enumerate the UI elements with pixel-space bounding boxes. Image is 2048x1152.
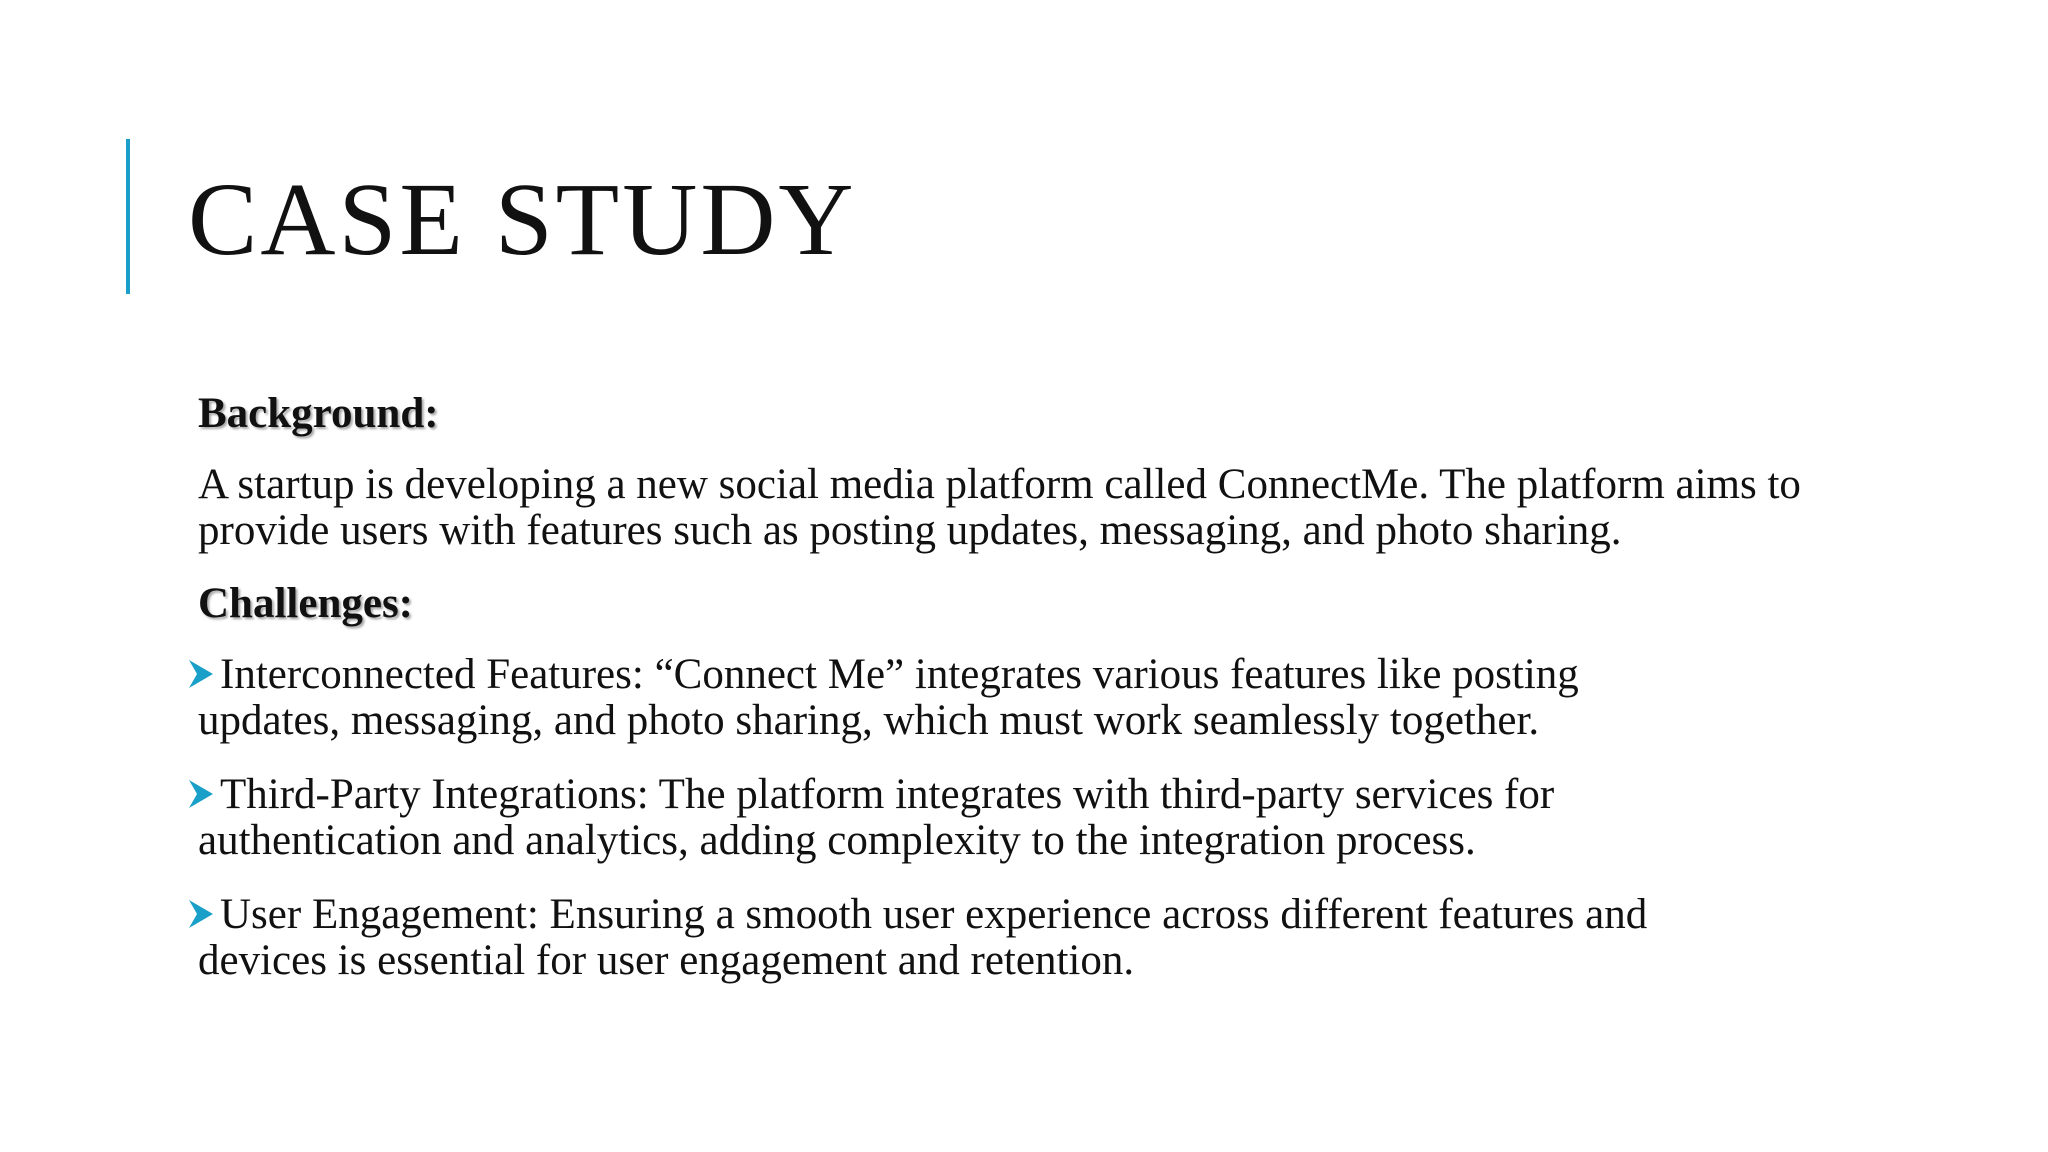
background-heading: Background:: [198, 390, 439, 437]
challenge-line-1: Interconnected Features: “Connect Me” integrates various features like posting: [220, 651, 1579, 698]
challenge-item: [198, 772, 1838, 864]
arrow-bullet-icon: [186, 774, 216, 814]
challenge-item: [198, 892, 1838, 984]
challenge-item: [198, 652, 1838, 744]
challenge-line-1: User Engagement: Ensuring a smooth user experience across different features and: [220, 891, 1648, 938]
challenge-line-2: authentication and analytics, adding complexity to the integration process.: [198, 817, 1476, 864]
challenge-line-1: Third-Party Integrations: The platform integrates with third-party services for: [220, 771, 1555, 818]
challenge-line-2: devices is essential for user engagement and retention.: [198, 937, 1135, 984]
slide-title: CASE STUDY: [188, 162, 857, 277]
arrow-bullet-icon: [186, 654, 216, 694]
arrow-bullet-icon: [186, 894, 216, 934]
title-accent-bar: [126, 139, 130, 294]
challenge-line-2: updates, messaging, and photo sharing, which must work seamlessly together.: [198, 697, 1540, 744]
background-text: A startup is developing a new social media platform called ConnectMe. The platform aims to provide users with features such as posting updates, messaging, and photo sharing.: [198, 461, 1801, 554]
slide-content: [198, 388, 1838, 1012]
challenges-heading: Challenges:: [198, 580, 413, 627]
